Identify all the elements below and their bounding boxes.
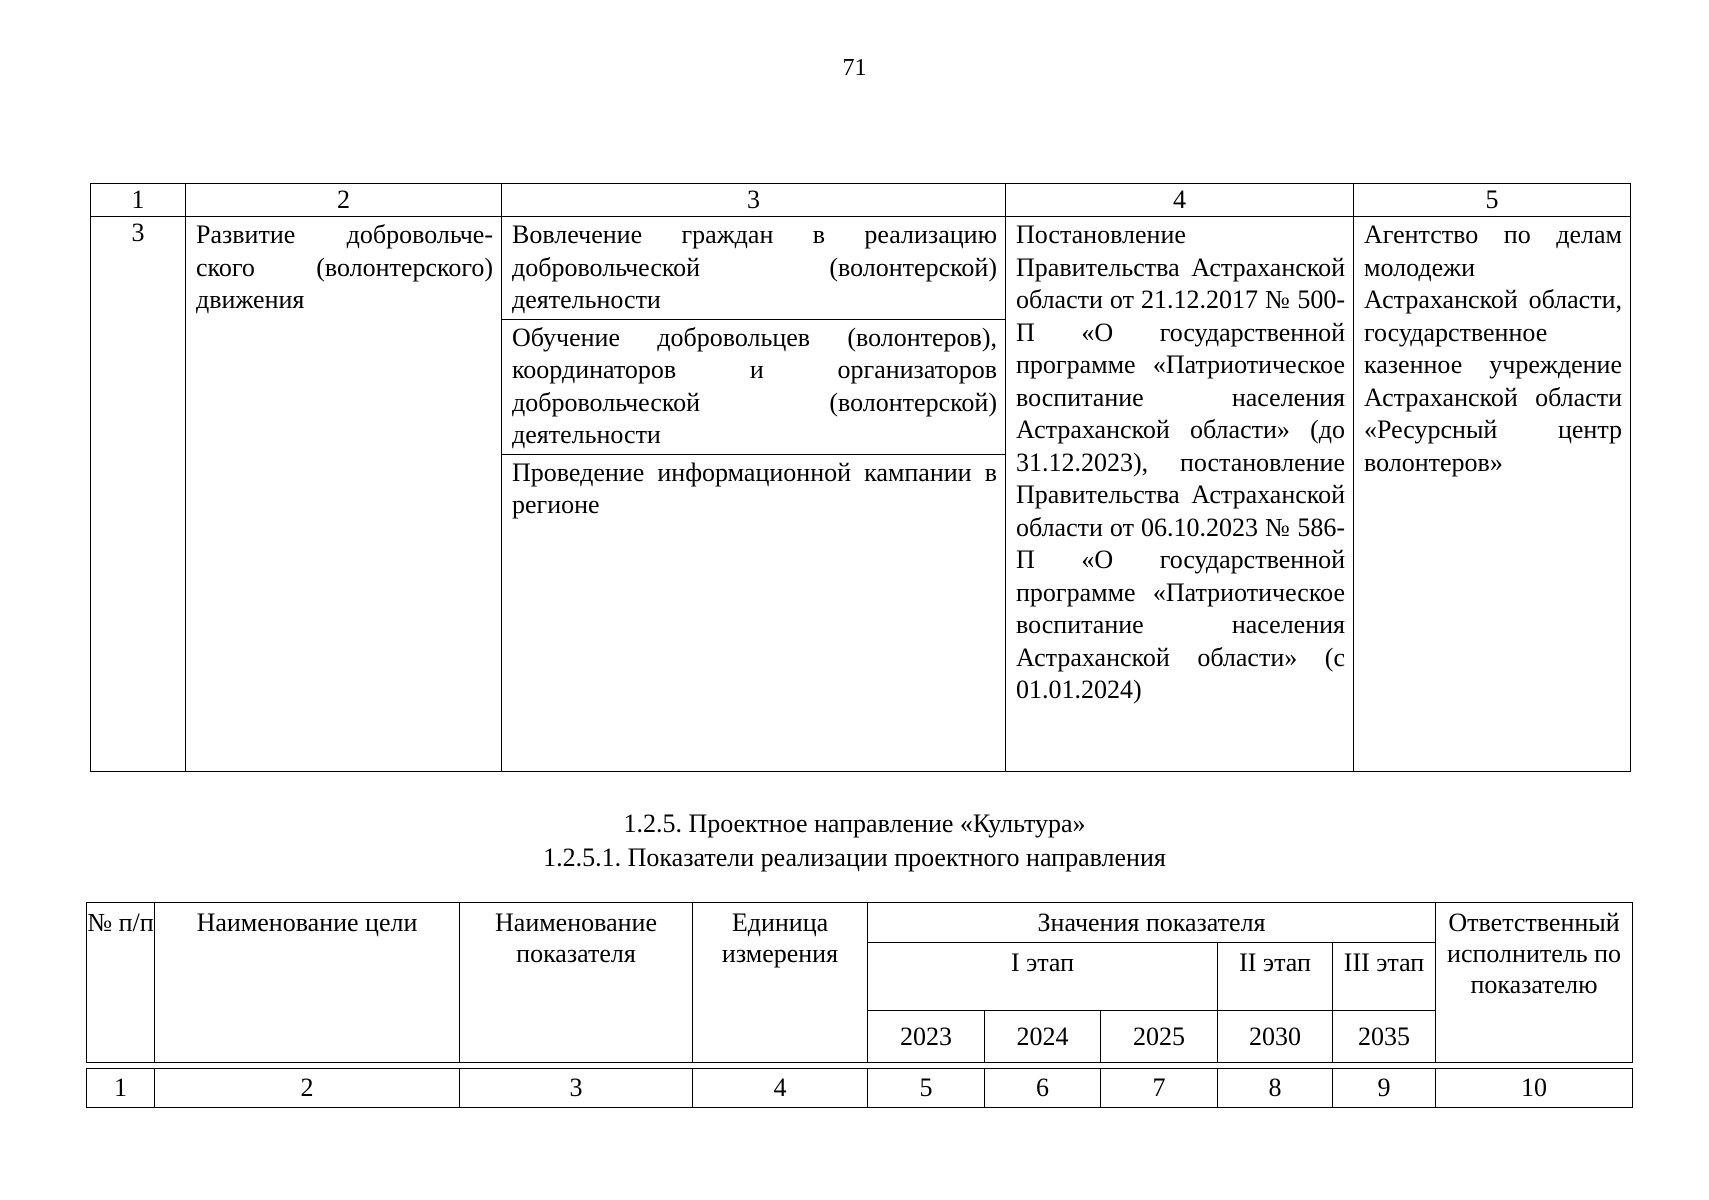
col-responsible-header: Ответственный исполнитель по показателю	[1436, 903, 1633, 1063]
year-header: 2030	[1218, 1011, 1333, 1063]
direction-name	[186, 217, 502, 772]
activity-item: Вовлечение граждан в реализацию добровольческой (волонтерской) деятельности	[502, 217, 1005, 320]
year-header: 2024	[985, 1011, 1101, 1063]
direction-name-line: ского (волонтерского)	[196, 252, 493, 282]
indicators-table-header	[86, 902, 1633, 1063]
column-number: 2	[155, 1069, 460, 1108]
legal-basis: Постановление Правительства Астраханской области от 21.12.2017 № 500-П «О государственной программе «Патриотическое воспитание населения Астраханской области» (до 31.12.2023), постановление Правительства Астраханской области от 06.10.2023 № 586-П «О государственной программе «Патриотическое воспитание населения Астраханской области» (с 01.01.2024)	[1006, 217, 1354, 772]
program-table-row	[91, 217, 1631, 772]
header-cell: 3	[502, 184, 1006, 217]
activity-item: Проведение информационной кампании в регионе	[512, 457, 997, 519]
subsection-heading: 1.2.5.1. Показатели реализации проектного направления	[543, 843, 1166, 872]
col-values-header: Значения показателя	[868, 903, 1436, 943]
col-number-header: № п/п	[87, 903, 155, 1063]
direction-name-line: Развитие добровольче-	[196, 220, 493, 249]
direction-name-line: движения	[196, 285, 305, 314]
program-table-header-row	[91, 184, 1631, 217]
stage-1-header: I этап	[868, 943, 1218, 1011]
column-number: 7	[1101, 1069, 1218, 1108]
header-cell: 4	[1006, 184, 1354, 217]
header-cell: 2	[186, 184, 502, 217]
column-number: 10	[1436, 1069, 1633, 1108]
indicators-table-numbering	[86, 1068, 1633, 1108]
column-number: 5	[868, 1069, 985, 1108]
col-indicator-header: Наименование показателя	[460, 903, 693, 1063]
program-table	[90, 183, 1631, 772]
numbering-row	[87, 1069, 1633, 1108]
column-number: 9	[1333, 1069, 1436, 1108]
year-header: 2025	[1101, 1011, 1218, 1063]
header-cell: 5	[1354, 184, 1631, 217]
section-heading: 1.2.5. Проектное направление «Культура»	[623, 809, 1086, 838]
column-number: 6	[985, 1069, 1101, 1108]
page-number: 71	[842, 55, 867, 81]
stage-2-header: II этап	[1218, 943, 1333, 1011]
activity-item: Обучение добровольцев (волонтеров), координаторов и организаторов добровольческой (волонтерской) деятельности	[502, 320, 1005, 455]
column-number: 8	[1218, 1069, 1333, 1108]
column-number: 1	[87, 1069, 155, 1108]
row-number: 3	[91, 217, 186, 772]
stage-3-header: III этап	[1333, 943, 1436, 1011]
activities-cell	[502, 217, 1006, 772]
header-cell: 1	[91, 184, 186, 217]
column-number: 4	[693, 1069, 868, 1108]
col-unit-header: Единица измерения	[693, 903, 868, 1063]
year-header: 2023	[868, 1011, 985, 1063]
year-header: 2035	[1333, 1011, 1436, 1063]
column-number: 3	[460, 1069, 693, 1108]
responsible-agency: Агентство по делам молодежи Астраханской области, государственное казенное учреждение Астраханской области «Ресурсный центр волонтеров»	[1354, 217, 1631, 772]
col-goal-header: Наименование цели	[155, 903, 460, 1063]
